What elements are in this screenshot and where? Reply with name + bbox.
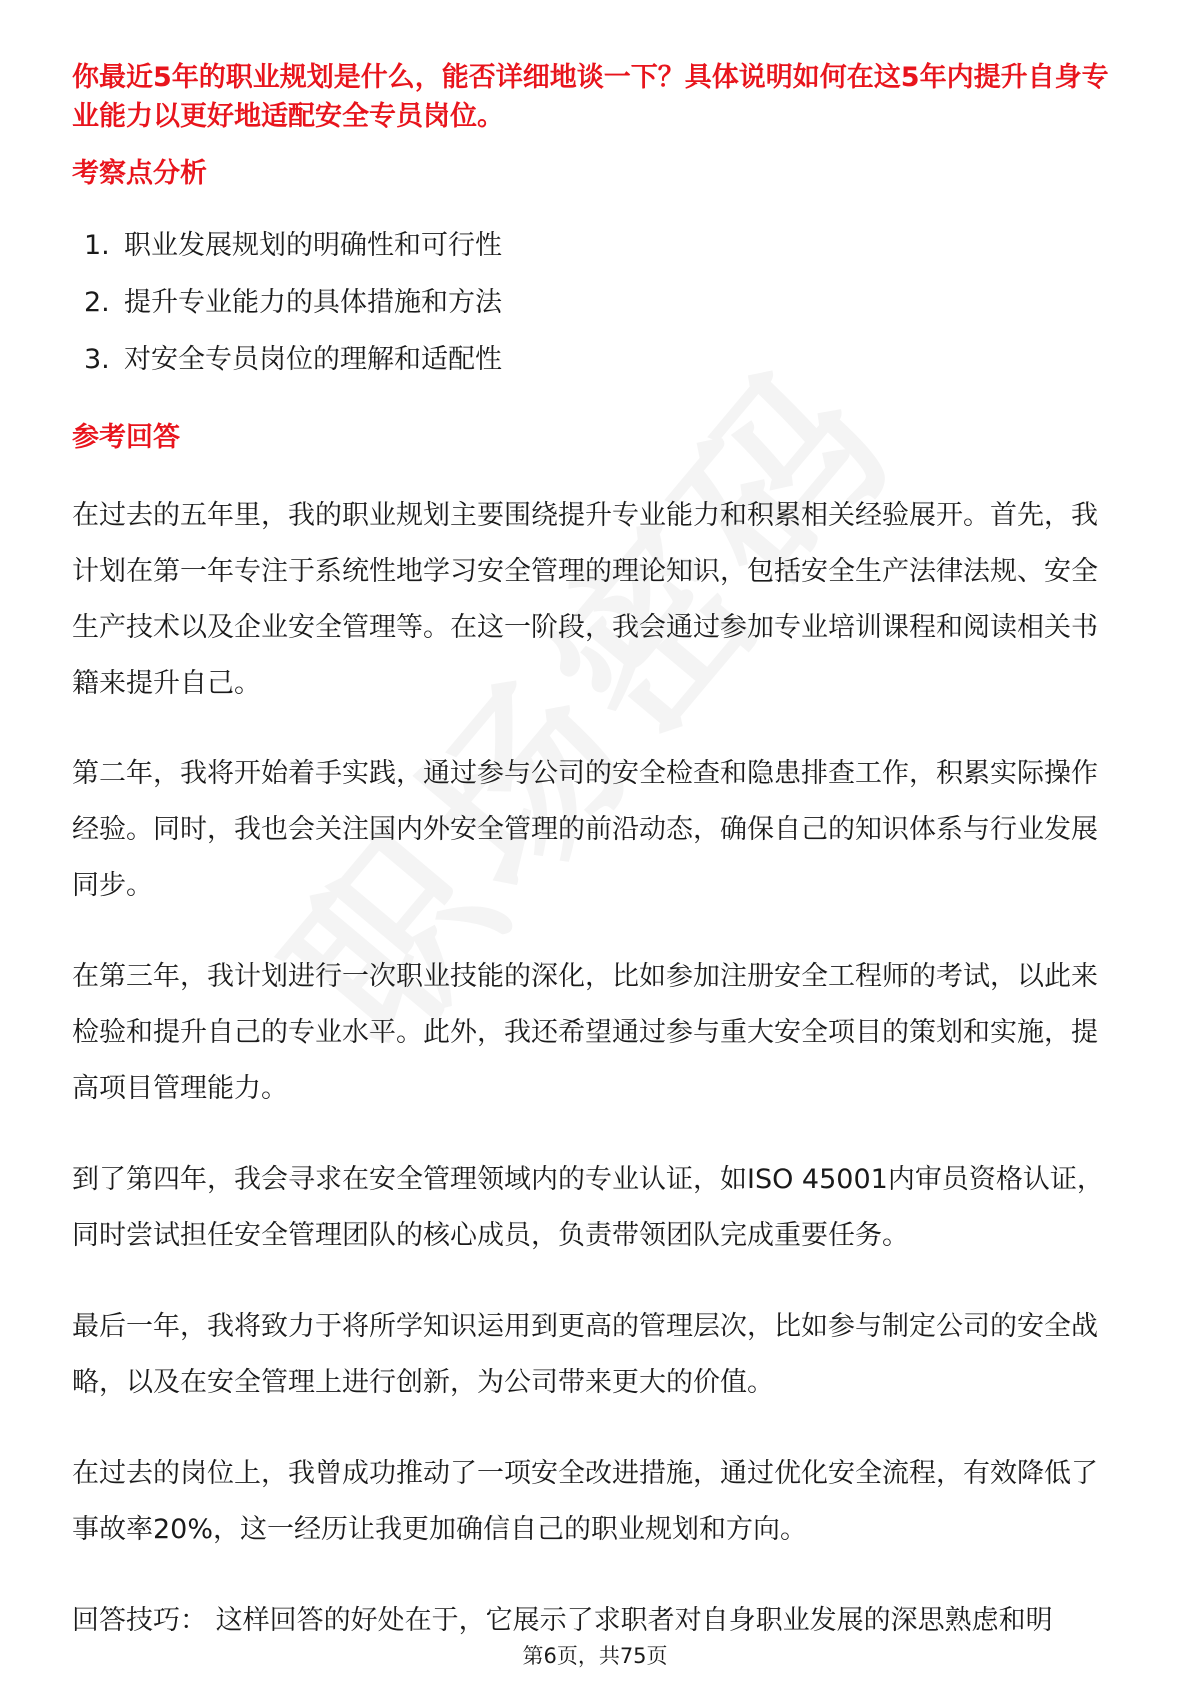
list-item: [84, 285, 502, 342]
answer-paragraph: 第二年，我将开始着手实践，通过参与公司的安全检查和隐患排查工作，积累实际操作经验。同时，我也会关注国内外安全管理的前沿动态，确保自己的知识体系与行业发展同步。: [72, 758, 1098, 901]
answer-paragraph: 在过去的岗位上，我曾成功推动了一项安全改进措施，通过优化安全流程，有效降低了事故率20%，这一经历让我更加确信自己的职业规划和方向。: [72, 1458, 1098, 1545]
list-item-number: 1.: [84, 230, 110, 261]
list-item-number: 2.: [84, 287, 110, 318]
list-item: [84, 342, 502, 399]
list-item-text: 提升专业能力的具体措施和方法: [124, 287, 502, 318]
interview-question: 你最近5年的职业规划是什么，能否详细地谈一下？具体说明如何在这5年内提升自身专业能力以更好地适配安全专员岗位。: [72, 62, 1109, 132]
analysis-points-list: [84, 228, 502, 399]
answer-heading: 参考回答: [72, 422, 180, 453]
page-number-footer: 第6页，共75页: [0, 1642, 1190, 1670]
analysis-heading: 考察点分析: [72, 158, 207, 189]
list-item-number: 3.: [84, 344, 110, 375]
list-item-text: 对安全专员岗位的理解和适配性: [124, 344, 502, 375]
answer-paragraph: 到了第四年，我会寻求在安全管理领域内的专业认证，如ISO 45001内审员资格认证，同时尝试担任安全管理团队的核心成员，负责带领团队完成重要任务。: [72, 1164, 1104, 1251]
answer-tips-paragraph: 回答技巧： 这样回答的好处在于，它展示了求职者对自身职业发展的深思熟虑和明: [72, 1605, 1053, 1636]
answer-paragraph: 在过去的五年里，我的职业规划主要围绕提升专业能力和积累相关经验展开。首先，我计划在第一年专注于系统性地学习安全管理的理论知识，包括安全生产法律法规、安全生产技术以及企业安全管理等。在这一阶段，我会通过参加专业培训课程和阅读相关书籍来提升自己。: [72, 500, 1098, 699]
answer-paragraph: 在第三年，我计划进行一次职业技能的深化，比如参加注册安全工程师的考试，以此来检验和提升自己的专业水平。此外，我还希望通过参与重大安全项目的策划和实施，提高项目管理能力。: [72, 961, 1098, 1104]
list-item: [84, 228, 502, 285]
list-item-text: 职业发展规划的明确性和可行性: [124, 230, 502, 261]
answer-paragraph: 最后一年，我将致力于将所学知识运用到更高的管理层次，比如参与制定公司的安全战略，以及在安全管理上进行创新，为公司带来更大的价值。: [72, 1311, 1098, 1398]
